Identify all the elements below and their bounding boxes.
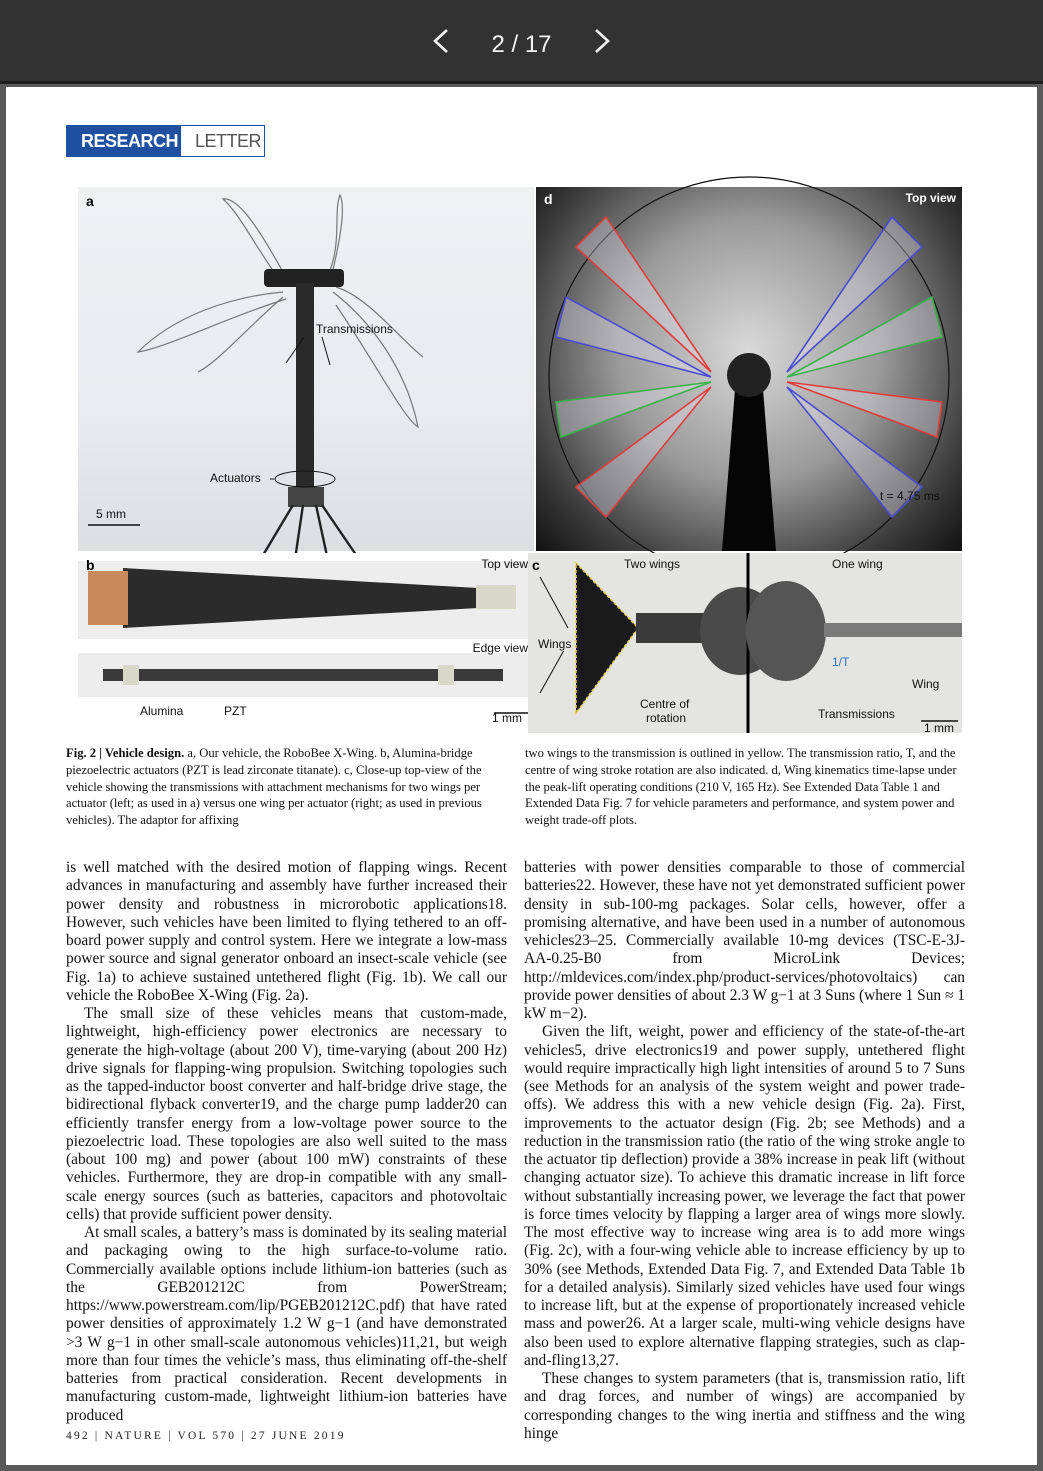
- paragraph: These changes to system parameters (that is, transmission ratio, lift and drag forces, and number of wings) are accompanied by corresponding changes to the wing inertia and stiffness and the wing hinge: [524, 1370, 965, 1442]
- paragraph: Given the lift, weight, power and efficiency of the state-of-the-art vehicles5, drive electronics19 and power supply, untethered flight would require impractically high light intensities of around 5 to 7 Suns (see Methods for an analysis of the system weight and power trade-offs). We address this with a new vehicle design (Fig. 2a). First, improvements to the actuator design (Fig. 2b; see Methods) and a reduction in the transmission ratio (the ratio of the wing stroke angle to the actuator tip deflection) provide a 38% increase in peak lift (without changing actuator size). To achieve this dramatic increase in lift force without substantially increasing power, we leverage the fact that power is force times velocity by flapping a larger area of wings more slowly. The most effective way to increase wing area is to add more wings (Fig. 2c), with a four-wing vehicle able to increase efficiency by up to 30% (see Methods, Extended Data Fig. 7, and Extended Data Table 1b for a detailed analysis). Similarly sized vehicles have used four wings to increase lift, but at the expense of proportionately increased vehicle mass and power26. At a larger scale, multi-wing vehicle designs have also been used to explore alternative flapping strategies, such as clap-and-fling13,27.: [524, 1023, 965, 1369]
- figure-caption-right: [525, 745, 969, 829]
- page-footer: 492 | NATURE | VOL 570 | 27 JUNE 2019: [66, 1430, 346, 1442]
- panel-d-label: d: [544, 191, 553, 207]
- section-badge: [66, 125, 265, 157]
- robobee-photo: [78, 187, 534, 551]
- wing-label: Wing: [912, 677, 940, 691]
- centre-rotation-line2: rotation: [646, 711, 687, 725]
- centre-rotation-line1: Centre of: [640, 697, 690, 711]
- wings-label: Wings: [538, 637, 572, 651]
- pzt-label: PZT: [224, 704, 247, 718]
- article-type-label: LETTER: [180, 126, 264, 156]
- figure-caption-title: Fig. 2 | Vehicle design.: [66, 746, 185, 760]
- top-view-label-b: Top view: [481, 557, 528, 571]
- section-label: RESEARCH: [67, 126, 180, 156]
- transmission-closeup: [528, 553, 962, 733]
- paragraph: At small scales, a battery’s mass is dominated by its sealing material and packaging owing to the high surface-to-volume ratio. Commercially available options include lithium-ion batteries (such as the GEB201212C from PowerStream; https://www.powerstream.com/lip/PGEB201212C.pdf) that have rated power densities of approximately 1.2 W g−1 (and have demonstrated >3 W g−1 in other small-scale autonomous vehicles)11,21, but weigh more than four times the vehicle’s mass, thus eliminating off-the-shelf batteries from practical consideration. Recent developments in manufacturing custom-made, lightweight lithium-ion batteries have produced: [66, 1224, 507, 1424]
- viewer-toolbar: [0, 0, 1043, 84]
- transmissions-label-c: Transmissions: [818, 707, 895, 721]
- edge-view-label: Edge view: [472, 641, 528, 655]
- figure-panel-a: [78, 187, 534, 551]
- chevron-right-icon: [593, 28, 611, 54]
- scale-bar-b: 1 mm: [492, 711, 522, 725]
- prev-page-button[interactable]: [419, 28, 463, 62]
- body-column-left: [66, 859, 507, 1425]
- figure-caption-text-right: two wings to the transmission is outlined in yellow. The transmission ratio, T, and the centre of wing stroke rotation are also indicated. d, Wing kinematics time-lapse under the peak-lift operating conditions (210 V, 165 Hz). See Extended Data Table 1 and Extended Data Fig. 7 for vehicle parameters and performance, and system power and weight trade-off plots.: [525, 746, 957, 828]
- next-page-button[interactable]: [580, 28, 624, 62]
- figure-panel-b: [78, 553, 534, 733]
- figure-panel-d: [536, 187, 962, 551]
- panel-b-label: b: [86, 557, 95, 573]
- figure-caption-left: [66, 745, 506, 829]
- actuators-label: Actuators: [210, 471, 261, 485]
- document-page: [6, 87, 1037, 1465]
- page-navigator: [0, 26, 1043, 60]
- paragraph: is well matched with the desired motion of flapping wings. Recent advances in manufacturing and assembly have further increased their power density and robustness in microrobotic applications18. However, such vehicles have been limited to flying tethered to an off-board power supply and control system. Here we integrate a low-mass power source and signal generator onboard an insect-scale vehicle (see Fig. 1a) to achieve sustained untethered flight (Fig. 1b). We call our vehicle the RoboBee X-Wing (Fig. 2a).: [66, 859, 507, 1004]
- paragraph: batteries with power densities comparable to those of commercial batteries22. However, these have not yet demonstrated sufficient power density in sub-100-mg packages. Solar cells, however, offer a promising alternative, and have been used in a number of autonomous vehicles23–25. Commercially available 10-mg devices (TSC-E-3J-AA-0.25-B0 from MicroLink Devices; http://mldevices.com/index.php/product-services/photovoltaics) can provide power densities of about 2.3 W g−1 at 3 Suns (where 1 Sun ≈ 1 kW m−2).: [524, 859, 965, 1022]
- figure-caption-text-left: a, Our vehicle, the RoboBee X-Wing. b, Alumina-bridge piezoelectric actuators (PZT is lead zirconate titanate). c, Close-up top-view of the vehicle showing the transmissions with attachment mechanisms for two wings per actuator (left; as used in a) versus one wing per actuator (right; as used in previous vehicles). The adaptor for affixing: [66, 746, 482, 828]
- two-wings-label: Two wings: [624, 557, 681, 571]
- top-view-label-d: Top view: [905, 191, 956, 205]
- body-column-right: [524, 859, 965, 1443]
- paragraph: The small size of these vehicles means that custom-made, lightweight, high-efficiency power electronics are necessary to generate the high-voltage (about 200 V), time-varying (about 200 Hz) drive signals for flapping-wing propulsion. Switching topologies such as the tapped-inductor boost converter and half-bridge drive stage, the bidirectional flyback converter19, and the charge pump ladder20 can efficiently transfer energy from a low-voltage power source to the piezoelectric load. These topologies are also well suited to the mass (about 100 mg) and power (about 100 mW) constraints of these vehicles. Furthermore, they are drop-in compatible with any small-scale energy sources (such as batteries, capacitors and photovoltaic cells) that provide sufficient power density.: [66, 1005, 507, 1223]
- transmission-ratio-label: 1/T: [832, 655, 850, 669]
- one-wing-label: One wing: [832, 557, 883, 571]
- scale-bar-a: 5 mm: [96, 507, 126, 521]
- time-label-475: t = 4.75 ms: [880, 489, 940, 503]
- transmissions-label: Transmissions: [316, 322, 393, 336]
- alumina-label: Alumina: [140, 704, 184, 718]
- panel-a-label: a: [86, 193, 94, 209]
- chevron-left-icon: [432, 28, 450, 54]
- scale-bar-c: 1 mm: [924, 721, 954, 735]
- panel-c-label: c: [532, 557, 540, 573]
- page-indicator: 2 / 17: [491, 31, 552, 58]
- figure-panel-c: [528, 553, 962, 733]
